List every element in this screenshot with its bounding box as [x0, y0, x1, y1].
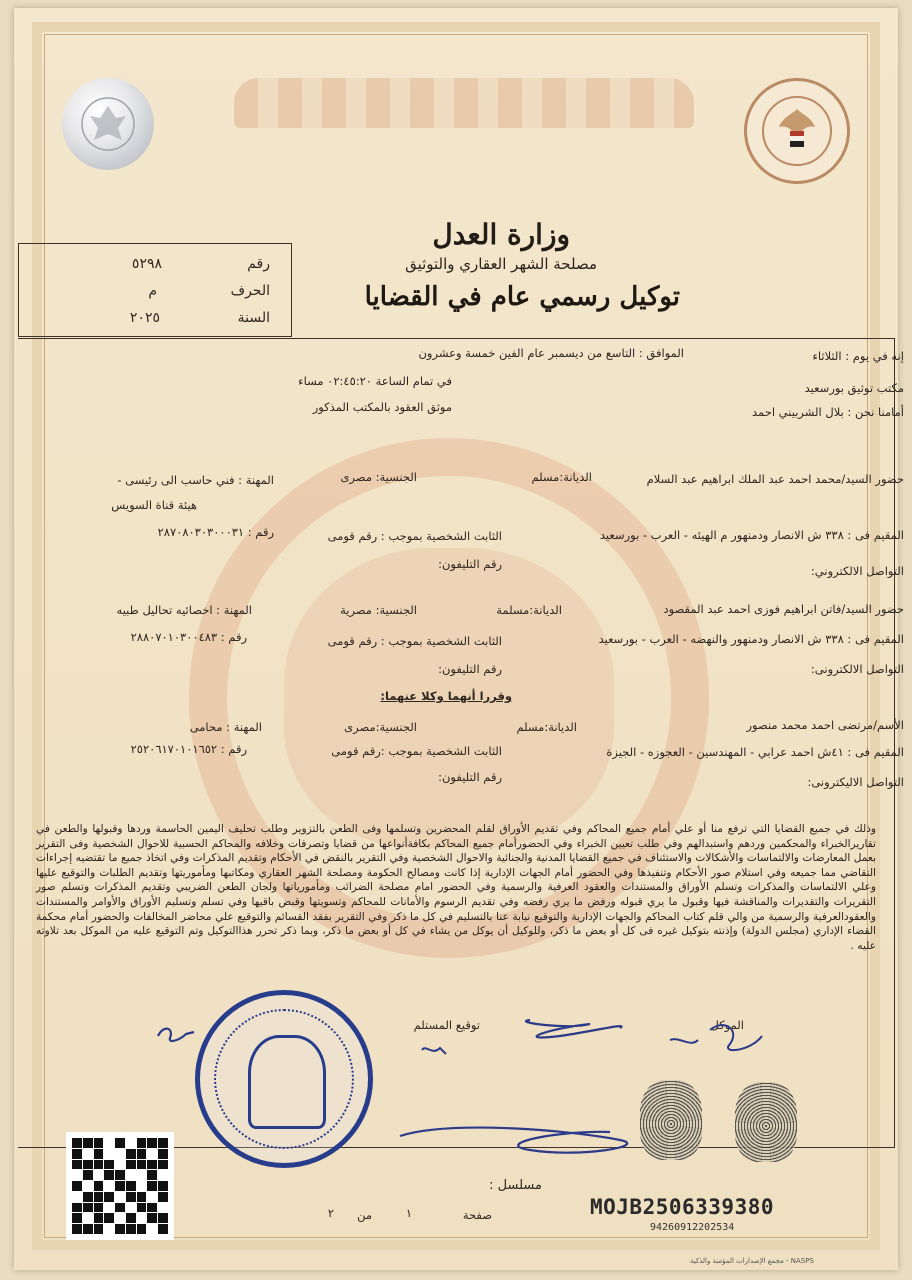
page-of-label: من — [357, 1208, 372, 1222]
person2-email: التواصل الالكترونى: — [810, 662, 904, 676]
person1-religion: الديانة:مسلم — [531, 470, 592, 484]
agent-phone: رقم التليفون: — [438, 770, 502, 784]
ministry-title: وزارة العدل — [432, 218, 570, 251]
registry-year-value: ٢٠٢٥ — [129, 310, 160, 326]
stamp-eagle-icon — [248, 1035, 326, 1129]
person2-id-number: رقم : ٢٨٨٠٧٠١٠٣٠٠٤٨٣ — [130, 630, 247, 644]
hologram-seal-icon — [62, 78, 154, 170]
agent-id-label: الثابت الشخصية بموجب :رقم قومى — [331, 744, 502, 758]
person2-nationality: الجنسية: مصرية — [340, 603, 417, 617]
notary-role-line: موثق العقود بالمكتب المذكور — [312, 400, 452, 414]
powers-paragraph: وذلك في جميع القضايا التي ترفع منا أو علي أمام جميع المحاكم وفي تقديم الأوراق لقلم المحضرين وتسلمها وفى الطعن بالتزوير وطلب تحليف اليمين الحاسمة وردها وقبولها والطعن في تقاريرالخبراء والمحكمين وردهم واستبدالهم وفي طلب تعيين الخبراء وفي الحضورأمام جميع المحاكم بكافةأنواعها من قضايا وتصرفات وخلافه والمحاكم الحسبية للاحوال الشخصية وفى التقرير بعمل المعارضات والالتماسات والأشكالات والاستئناف في جميع القضايا المدنية والجنائية والاحوال الشخصية وفي التقرير بالنقض في الأحكام وتقديم المذكرات وفي اتخاذ جميع ما تقتضيه إجراءات التقاضي مما جميعه وفي استلام صور الأحكام وتنفيذها وفي الحضور أمام الجهات الإدارية إذا كانت ومصالح الحكومة ومصلحة الشهر العقاري ومكاتبها ومأموريتها وتقديم الطلبات والتوقيع عليها وعلي الالتماسات والمذكرات وتسلم الأوراق والمستندات والعقود العرفية والرسمية وفي الحضور امام مصلحة الضرائب ومأمورياتها ولجان الطعن الضريبي وتقديم المذكرات وتسلم صور التقريرات والتقديرات والمناقشة فيها وقبول ما يري قبوله ورفض ما يري رفضه وفي تقديم الرسوم والأمانات للمحاكم وتسويتها وقبض باقيها وفي تسلم وتسليم الأوراق والأوامر والمستندات والعقودالعرفية والرسمية من والي قلم كتاب المحاكم والجهات الإدارية والتوقيع نيابة عنا بالتسليم في كل ما ذكر وفي التقرير بفقد القسائم والتوقيع علي محاضر المخالفات والحضور أمام محكمة القضاء الإداري (مجلس الدولة) وإذنته بتوكيل غيره فى كل أو بعض ما ذكر، وللوكيل أن يوكل من يشاء في كل أو بعض ما ذكر، وبما ذكر تحرر هذاالتوكيل وتم التوقيع عليه من الموكل بعد تلاوته عليه . — [36, 823, 876, 952]
person1-employer: هيئة قناة السويس — [111, 498, 197, 512]
person1-profession: المهنة : فني حاسب الى رئيسى - — [117, 473, 274, 487]
day-line: إنه في يوم : الثلاثاء — [812, 349, 904, 363]
page-total: ٢ — [327, 1206, 334, 1220]
registry-year-label: السنة — [237, 310, 270, 326]
agent-nationality: الجنسية:مصرى — [344, 720, 417, 734]
registry-number-label: رقم — [247, 256, 270, 272]
person1-id-number: رقم : ٢٨٧٠٨٠٣٠٣٠٠٠٣١ — [157, 525, 274, 539]
person2-address: المقيم فى : ٣٣٨ ش الانصار ودمنهور والنهضه - العرب - بورسعيد — [598, 632, 904, 646]
agent-address: المقيم فى : ٤١ش احمد عرابي - المهندسين - العجوزه - الجيزة — [606, 745, 904, 759]
notary-line: أمامنا نحن : بلال الشربيني احمد — [752, 405, 904, 419]
person2-profession: المهنة : اخصائيه تحاليل طبيه — [116, 603, 252, 617]
thumbprint-left — [640, 1080, 702, 1160]
person1-nationality: الجنسية: مصرى — [340, 470, 417, 484]
document-title: توكيل رسمي عام في القضايا — [364, 282, 680, 312]
person1-presence: حضور السيد/محمد احمد عبد الملك ابراهيم عبد السلام — [646, 472, 904, 486]
person1-address: المقيم فى : ٣٣٨ ش الانصار ودمنهور م الهيئه - العرب - بورسعيد — [599, 528, 904, 542]
thumbprint-right — [735, 1082, 797, 1162]
person2-presence: حضور السيد/فاتن ابراهيم فوزى احمد عبد المقصود — [663, 602, 904, 616]
agent-name: الأسم/مرتضى احمد محمد منصور — [746, 718, 904, 732]
security-serial-sub: 94260912202534 — [650, 1222, 735, 1233]
qr-code-icon[interactable] — [66, 1132, 174, 1240]
principal-signature-label: الموكل — [710, 1018, 744, 1032]
person1-id-label: الثابت الشخصية بموجب : رقم قومى — [327, 529, 502, 543]
time-line: في تمام الساعة ٠٢:٤٥:٢٠ مساء — [298, 374, 452, 388]
person2-religion: الديانة:مسلمة — [496, 603, 562, 617]
department-subtitle: مصلحة الشهر العقاري والتوثيق — [405, 255, 597, 273]
recipient-signature-label: توقيع المستلم — [413, 1018, 480, 1032]
rosette-band-decoration — [234, 78, 694, 128]
serial-label: مسلسل : — [489, 1178, 542, 1193]
page-label: صفحة — [462, 1208, 492, 1222]
registry-letter-label: الحرف — [230, 283, 270, 299]
registry-letter-value: م — [148, 283, 157, 299]
ministry-emblem-icon — [744, 78, 850, 184]
date-line: الموافق : التاسع من ديسمبر عام الفين خمسة وعشرون — [418, 346, 684, 360]
person2-phone: رقم التليفون: — [438, 662, 502, 676]
agent-id-number: رقم : ٢٥٢٠٦١٧٠١٠١٦٥٢ — [130, 742, 247, 756]
person1-phone: رقم التليفون: — [438, 557, 502, 571]
agent-religion: الديانة:مسلم — [516, 720, 577, 734]
person1-email: التواصل الالكتروني: — [810, 564, 904, 578]
agent-email: التواصل الاليكترونى: — [807, 775, 904, 789]
person2-id-label: الثابت الشخصية بموجب : رقم قومى — [327, 634, 502, 648]
registry-number-value: ٥٢٩٨ — [131, 256, 162, 272]
official-round-stamp — [195, 990, 373, 1168]
page-current: ١ — [405, 1206, 412, 1220]
office-line: مكتب توثيق بورسعيد — [804, 381, 904, 395]
printer-credit: مجمع الإصدارات المؤمنة والذكية - NASPS — [690, 1257, 814, 1265]
agent-profession: المهنة : محامى — [189, 720, 262, 734]
declaration-line: وقررا أنهما وكلا عنهما: — [380, 689, 512, 703]
security-serial-number: MOJB2506339380 — [590, 1195, 775, 1219]
